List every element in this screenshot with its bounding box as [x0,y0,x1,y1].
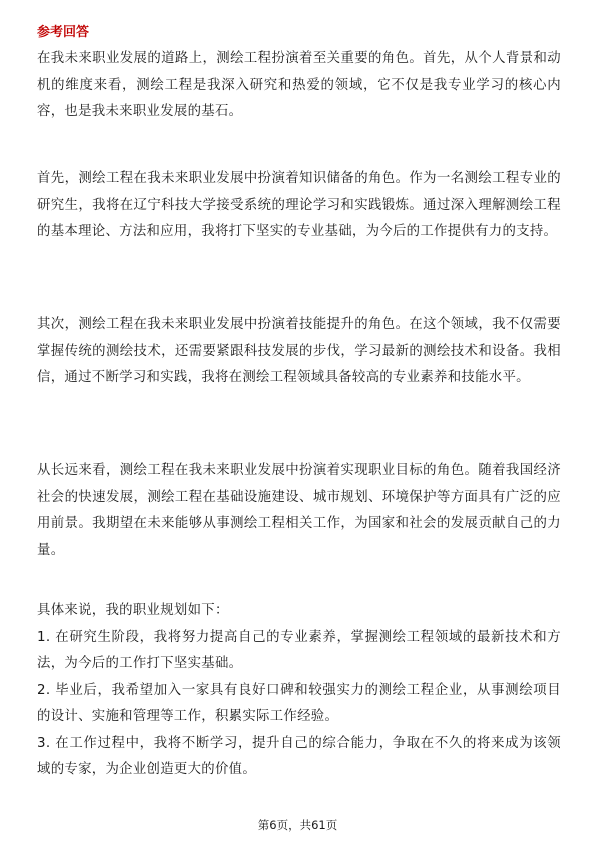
paragraph-long-term: 从长远来看，测绘工程在我未来职业发展中扮演着实现职业目标的角色。随着我国经济社会的快速发展，测绘工程在基础设施建设、城市规划、环境保护等方面具有广泛的应用前景。我期望在未来能够从事测绘工程相关工作，为国家和社会的发展贡献自己的力量。 [37,463,561,558]
list-item: 1. 在研究生阶段，我将努力提高自己的专业素养，掌握测绘工程领域的最新技术和方法，为今后的工作打下坚实基础。 [37,629,561,671]
page-number: 第6页，共61页 [257,818,338,832]
paragraph-knowledge: 首先，测绘工程在我未来职业发展中扮演着知识储备的角色。作为一名测绘工程专业的研究生，我将在辽宁科技大学接受系统的理论学习和实践锻炼。通过深入理解测绘工程的基本理论、方法和应用，我将打下坚实的专业基础，为今后的工作提供有力的支持。 [37,171,561,239]
answer-heading: 参考回答 [37,25,90,40]
paragraph-intro: 在我未来职业发展的道路上，测绘工程扮演着至关重要的角色。首先，从个人背景和动机的维度来看，测绘工程是我深入研究和热爱的领域，它不仅是我专业学习的核心内容，也是我未来职业发展的基石。 [37,51,561,119]
list-item: 2. 毕业后，我希望加入一家具有良好口碑和较强实力的测绘工程企业，从事测绘项目的设计、实施和管理等工作，积累实际工作经验。 [37,682,561,724]
career-plan-list [37,598,561,784]
career-plan-intro: 具体来说，我的职业规划如下： [37,603,229,618]
list-item: 3. 在工作过程中，我将不断学习，提升自己的综合能力，争取在不久的将来成为该领域的专家，为企业创造更大的价值。 [37,735,561,777]
paragraph-skills: 其次，测绘工程在我未来职业发展中扮演着技能提升的角色。在这个领域，我不仅需要掌握传统的测绘技术，还需要紧跟科技发展的步伐，学习最新的测绘技术和设备。我相信，通过不断学习和实践，我将在测绘工程领域具备较高的专业素养和技能水平。 [37,317,561,385]
